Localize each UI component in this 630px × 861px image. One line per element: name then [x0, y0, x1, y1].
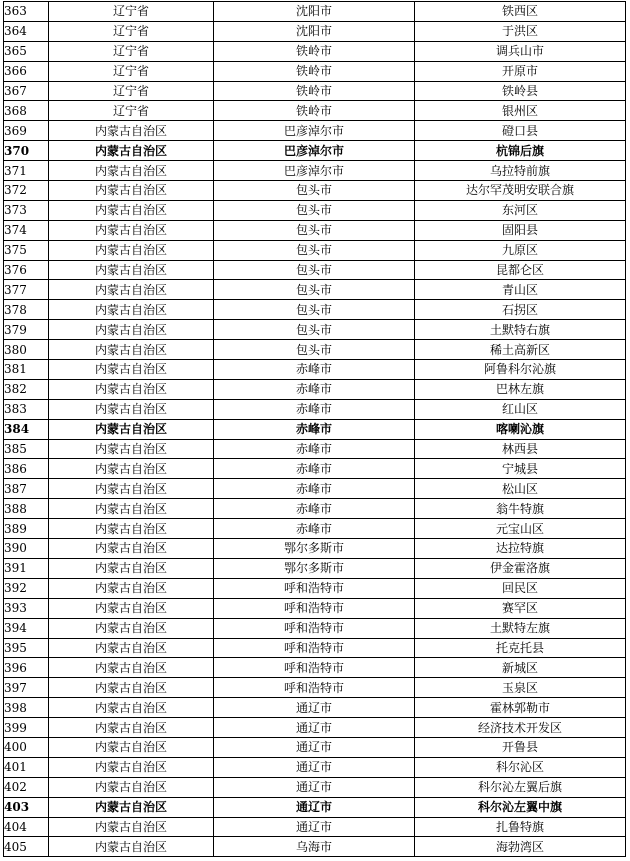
city-cell: 鄂尔多斯市 — [214, 539, 415, 559]
row-number-cell: 376 — [4, 260, 49, 280]
province-cell: 内蒙古自治区 — [49, 658, 214, 678]
county-cell: 林西县 — [415, 439, 626, 459]
table-row — [4, 757, 626, 777]
table-row — [4, 399, 626, 419]
city-cell: 包头市 — [214, 280, 415, 300]
county-cell: 九原区 — [415, 240, 626, 260]
city-cell: 通辽市 — [214, 757, 415, 777]
province-cell: 内蒙古自治区 — [49, 121, 214, 141]
table-row — [4, 558, 626, 578]
city-cell: 包头市 — [214, 300, 415, 320]
city-cell: 铁岭市 — [214, 61, 415, 81]
province-cell: 内蒙古自治区 — [49, 777, 214, 797]
province-cell: 内蒙古自治区 — [49, 578, 214, 598]
row-number-cell: 367 — [4, 81, 49, 101]
county-cell: 托克托县 — [415, 638, 626, 658]
county-cell: 乌拉特前旗 — [415, 161, 626, 181]
row-number-cell: 399 — [4, 718, 49, 738]
county-cell: 巴林左旗 — [415, 379, 626, 399]
county-cell: 喀喇沁旗 — [415, 419, 626, 439]
county-cell: 经济技术开发区 — [415, 718, 626, 738]
province-cell: 内蒙古自治区 — [49, 797, 214, 817]
row-number-cell: 388 — [4, 499, 49, 519]
county-cell: 翁牛特旗 — [415, 499, 626, 519]
table-row — [4, 519, 626, 539]
county-cell: 科尔沁区 — [415, 757, 626, 777]
province-cell: 内蒙古自治区 — [49, 181, 214, 201]
row-number-cell: 372 — [4, 181, 49, 201]
county-cell: 科尔沁左翼中旗 — [415, 797, 626, 817]
table-row — [4, 439, 626, 459]
table-row — [4, 718, 626, 738]
province-cell: 内蒙古自治区 — [49, 618, 214, 638]
city-cell: 赤峰市 — [214, 519, 415, 539]
city-cell: 赤峰市 — [214, 360, 415, 380]
county-cell: 红山区 — [415, 399, 626, 419]
row-number-cell: 394 — [4, 618, 49, 638]
row-number-cell: 398 — [4, 698, 49, 718]
city-cell: 呼和浩特市 — [214, 658, 415, 678]
province-cell: 内蒙古自治区 — [49, 837, 214, 857]
county-cell: 阿鲁科尔沁旗 — [415, 360, 626, 380]
province-cell: 内蒙古自治区 — [49, 757, 214, 777]
city-cell: 巴彦淖尔市 — [214, 161, 415, 181]
city-cell: 包头市 — [214, 220, 415, 240]
county-cell: 杭锦后旗 — [415, 141, 626, 161]
city-cell: 包头市 — [214, 240, 415, 260]
province-cell: 内蒙古自治区 — [49, 360, 214, 380]
province-cell: 内蒙古自治区 — [49, 240, 214, 260]
row-number-cell: 381 — [4, 360, 49, 380]
city-cell: 赤峰市 — [214, 399, 415, 419]
province-cell: 内蒙古自治区 — [49, 141, 214, 161]
row-number-cell: 397 — [4, 678, 49, 698]
province-cell: 内蒙古自治区 — [49, 598, 214, 618]
city-cell: 包头市 — [214, 181, 415, 201]
row-number-cell: 405 — [4, 837, 49, 857]
table-row — [4, 479, 626, 499]
county-cell: 于洪区 — [415, 21, 626, 41]
table-row — [4, 797, 626, 817]
row-number-cell: 363 — [4, 2, 49, 22]
table-row — [4, 340, 626, 360]
row-number-cell: 371 — [4, 161, 49, 181]
table-row — [4, 539, 626, 559]
county-cell: 石拐区 — [415, 300, 626, 320]
county-cell: 土默特左旗 — [415, 618, 626, 638]
city-cell: 赤峰市 — [214, 459, 415, 479]
city-cell: 包头市 — [214, 260, 415, 280]
table-row — [4, 737, 626, 757]
city-cell: 通辽市 — [214, 737, 415, 757]
city-cell: 呼和浩特市 — [214, 578, 415, 598]
county-cell: 磴口县 — [415, 121, 626, 141]
row-number-cell: 369 — [4, 121, 49, 141]
province-cell: 内蒙古自治区 — [49, 439, 214, 459]
province-cell: 内蒙古自治区 — [49, 399, 214, 419]
county-cell: 调兵山市 — [415, 41, 626, 61]
province-cell: 内蒙古自治区 — [49, 558, 214, 578]
city-cell: 包头市 — [214, 340, 415, 360]
county-cell: 昆都仑区 — [415, 260, 626, 280]
row-number-cell: 390 — [4, 539, 49, 559]
table-row — [4, 300, 626, 320]
row-number-cell: 373 — [4, 200, 49, 220]
table-row — [4, 698, 626, 718]
province-cell: 辽宁省 — [49, 81, 214, 101]
table-row — [4, 141, 626, 161]
city-cell: 赤峰市 — [214, 379, 415, 399]
table-row — [4, 360, 626, 380]
province-cell: 辽宁省 — [49, 41, 214, 61]
city-cell: 沈阳市 — [214, 2, 415, 22]
city-cell: 呼和浩特市 — [214, 638, 415, 658]
table-row — [4, 578, 626, 598]
row-number-cell: 382 — [4, 379, 49, 399]
province-cell: 内蒙古自治区 — [49, 320, 214, 340]
city-cell: 赤峰市 — [214, 499, 415, 519]
province-cell: 内蒙古自治区 — [49, 638, 214, 658]
table-row — [4, 240, 626, 260]
city-cell: 鄂尔多斯市 — [214, 558, 415, 578]
province-cell: 内蒙古自治区 — [49, 678, 214, 698]
province-cell: 内蒙古自治区 — [49, 737, 214, 757]
row-number-cell: 395 — [4, 638, 49, 658]
province-cell: 内蒙古自治区 — [49, 260, 214, 280]
province-cell: 内蒙古自治区 — [49, 459, 214, 479]
table-row — [4, 2, 626, 22]
table-row — [4, 777, 626, 797]
city-cell: 铁岭市 — [214, 81, 415, 101]
row-number-cell: 401 — [4, 757, 49, 777]
table-row — [4, 41, 626, 61]
province-cell: 内蒙古自治区 — [49, 300, 214, 320]
county-cell: 扎鲁特旗 — [415, 817, 626, 837]
county-cell: 达尔罕茂明安联合旗 — [415, 181, 626, 201]
county-cell: 海勃湾区 — [415, 837, 626, 857]
row-number-cell: 368 — [4, 101, 49, 121]
county-cell: 土默特右旗 — [415, 320, 626, 340]
county-cell: 回民区 — [415, 578, 626, 598]
row-number-cell: 387 — [4, 479, 49, 499]
province-cell: 辽宁省 — [49, 2, 214, 22]
city-cell: 通辽市 — [214, 797, 415, 817]
province-cell: 辽宁省 — [49, 101, 214, 121]
table-row — [4, 21, 626, 41]
city-cell: 通辽市 — [214, 698, 415, 718]
table-row — [4, 817, 626, 837]
table-row — [4, 678, 626, 698]
row-number-cell: 364 — [4, 21, 49, 41]
row-number-cell: 396 — [4, 658, 49, 678]
county-cell: 宁城县 — [415, 459, 626, 479]
row-number-cell: 384 — [4, 419, 49, 439]
table-row — [4, 618, 626, 638]
city-cell: 沈阳市 — [214, 21, 415, 41]
city-cell: 巴彦淖尔市 — [214, 121, 415, 141]
table-row — [4, 459, 626, 479]
county-cell: 银州区 — [415, 101, 626, 121]
county-cell: 固阳县 — [415, 220, 626, 240]
city-cell: 巴彦淖尔市 — [214, 141, 415, 161]
region-table-body — [4, 2, 626, 857]
table-row — [4, 161, 626, 181]
table-row — [4, 379, 626, 399]
table-row — [4, 260, 626, 280]
city-cell: 通辽市 — [214, 718, 415, 738]
city-cell: 铁岭市 — [214, 41, 415, 61]
county-cell: 赛罕区 — [415, 598, 626, 618]
province-cell: 内蒙古自治区 — [49, 817, 214, 837]
table-row — [4, 61, 626, 81]
row-number-cell: 377 — [4, 280, 49, 300]
row-number-cell: 392 — [4, 578, 49, 598]
table-row — [4, 837, 626, 857]
city-cell: 赤峰市 — [214, 439, 415, 459]
city-cell: 赤峰市 — [214, 479, 415, 499]
row-number-cell: 386 — [4, 459, 49, 479]
province-cell: 内蒙古自治区 — [49, 698, 214, 718]
province-cell: 内蒙古自治区 — [49, 539, 214, 559]
province-cell: 辽宁省 — [49, 61, 214, 81]
county-cell: 松山区 — [415, 479, 626, 499]
table-row — [4, 121, 626, 141]
county-cell: 元宝山区 — [415, 519, 626, 539]
row-number-cell: 404 — [4, 817, 49, 837]
city-cell: 赤峰市 — [214, 419, 415, 439]
province-cell: 内蒙古自治区 — [49, 479, 214, 499]
row-number-cell: 391 — [4, 558, 49, 578]
table-row — [4, 419, 626, 439]
table-row — [4, 658, 626, 678]
county-cell: 新城区 — [415, 658, 626, 678]
table-row — [4, 280, 626, 300]
city-cell: 呼和浩特市 — [214, 678, 415, 698]
city-cell: 通辽市 — [214, 777, 415, 797]
province-cell: 内蒙古自治区 — [49, 379, 214, 399]
city-cell: 乌海市 — [214, 837, 415, 857]
row-number-cell: 366 — [4, 61, 49, 81]
province-cell: 内蒙古自治区 — [49, 419, 214, 439]
city-cell: 通辽市 — [214, 817, 415, 837]
province-cell: 内蒙古自治区 — [49, 519, 214, 539]
row-number-cell: 402 — [4, 777, 49, 797]
row-number-cell: 378 — [4, 300, 49, 320]
county-cell: 玉泉区 — [415, 678, 626, 698]
row-number-cell: 389 — [4, 519, 49, 539]
row-number-cell: 385 — [4, 439, 49, 459]
row-number-cell: 375 — [4, 240, 49, 260]
table-row — [4, 499, 626, 519]
row-number-cell: 383 — [4, 399, 49, 419]
county-cell: 伊金霍洛旗 — [415, 558, 626, 578]
county-cell: 铁岭县 — [415, 81, 626, 101]
province-cell: 内蒙古自治区 — [49, 220, 214, 240]
county-cell: 青山区 — [415, 280, 626, 300]
table-row — [4, 101, 626, 121]
table-row — [4, 200, 626, 220]
table-row — [4, 638, 626, 658]
province-cell: 内蒙古自治区 — [49, 161, 214, 181]
county-cell: 稀土高新区 — [415, 340, 626, 360]
city-cell: 呼和浩特市 — [214, 618, 415, 638]
county-cell: 东河区 — [415, 200, 626, 220]
county-cell: 达拉特旗 — [415, 539, 626, 559]
table-row — [4, 81, 626, 101]
county-cell: 科尔沁左翼后旗 — [415, 777, 626, 797]
province-cell: 内蒙古自治区 — [49, 280, 214, 300]
city-cell: 包头市 — [214, 320, 415, 340]
city-cell: 呼和浩特市 — [214, 598, 415, 618]
province-cell: 内蒙古自治区 — [49, 718, 214, 738]
table-row — [4, 598, 626, 618]
province-cell: 内蒙古自治区 — [49, 499, 214, 519]
table-row — [4, 320, 626, 340]
county-cell: 开原市 — [415, 61, 626, 81]
row-number-cell: 400 — [4, 737, 49, 757]
row-number-cell: 365 — [4, 41, 49, 61]
province-cell: 内蒙古自治区 — [49, 200, 214, 220]
city-cell: 铁岭市 — [214, 101, 415, 121]
region-table — [3, 1, 626, 857]
row-number-cell: 393 — [4, 598, 49, 618]
row-number-cell: 380 — [4, 340, 49, 360]
row-number-cell: 370 — [4, 141, 49, 161]
province-cell: 辽宁省 — [49, 21, 214, 41]
row-number-cell: 374 — [4, 220, 49, 240]
table-row — [4, 220, 626, 240]
county-cell: 霍林郭勒市 — [415, 698, 626, 718]
table-row — [4, 181, 626, 201]
county-cell: 开鲁县 — [415, 737, 626, 757]
province-cell: 内蒙古自治区 — [49, 340, 214, 360]
row-number-cell: 379 — [4, 320, 49, 340]
city-cell: 包头市 — [214, 200, 415, 220]
row-number-cell: 403 — [4, 797, 49, 817]
county-cell: 铁西区 — [415, 2, 626, 22]
